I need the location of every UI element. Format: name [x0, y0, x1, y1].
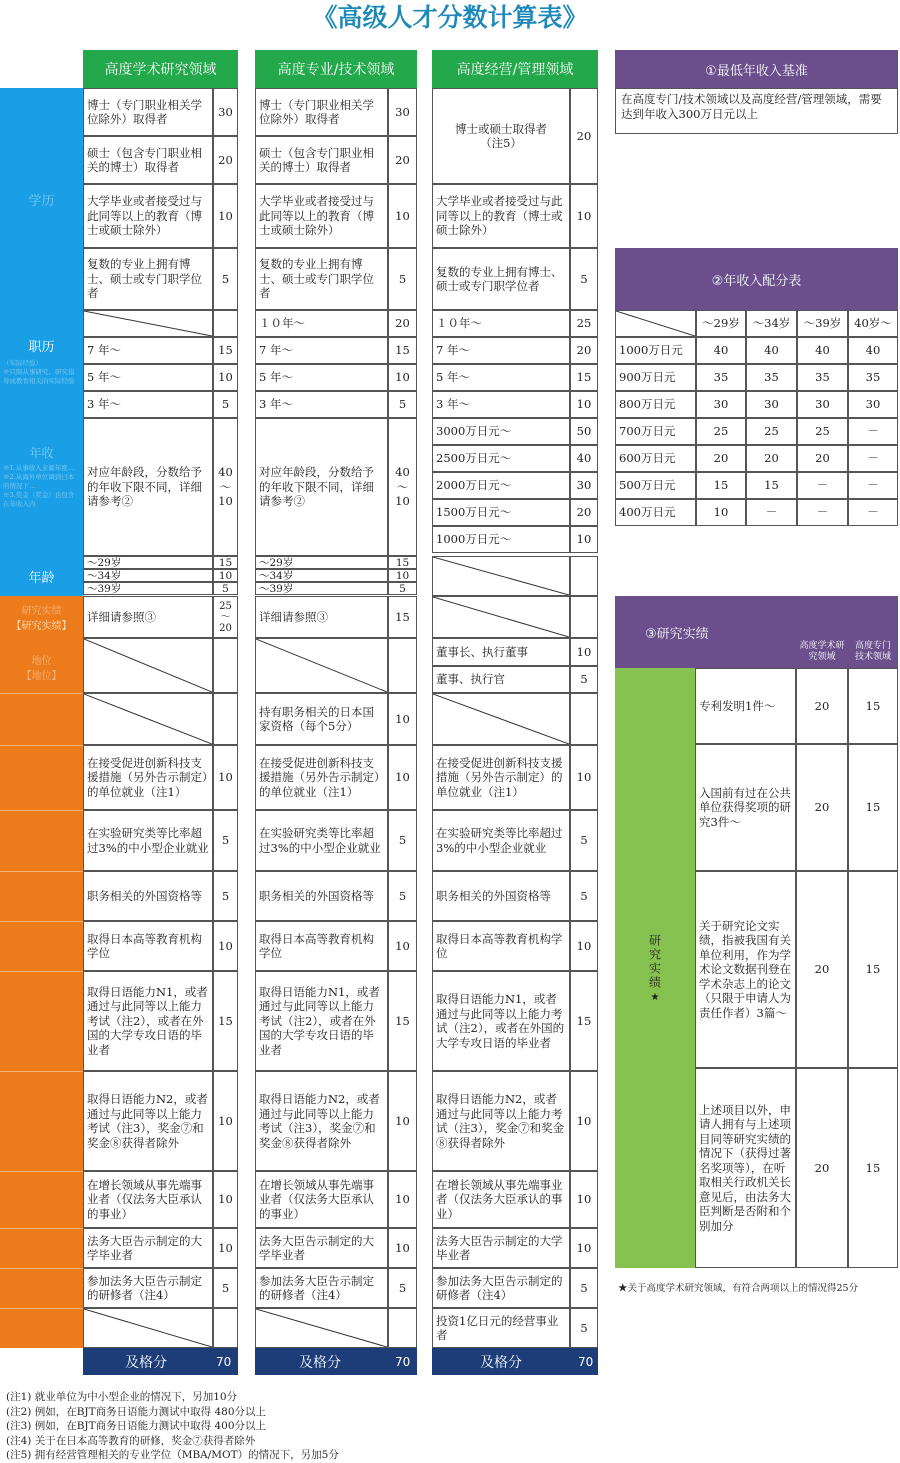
income-row-5-val-3: －: [848, 472, 898, 499]
c2-bonus-3-text: 取得日本高等教育机构学位: [255, 921, 388, 971]
col1-total-value: 70: [216, 1354, 232, 1369]
research-row-1-text: 入国前有过在公共单位获得奖项的研究3件～: [695, 744, 796, 871]
c2-bonus-1-points: 5: [388, 810, 417, 871]
note-2: (注2) 例如，在BJT商务日语能力测试中取得 480分以上: [6, 1405, 267, 1418]
c1-bonus-0-text: 在接受促进创新科技支援措施（另外告示制定）的单位就业（注1）: [83, 745, 213, 810]
c3-career-2-text: 5 年～: [432, 364, 570, 391]
c1-bonus-0-points: 10: [213, 745, 238, 810]
sidebar-income: [0, 418, 83, 556]
c3-income-1-points: 40: [570, 445, 598, 472]
c3-edu-2-points: 5: [570, 248, 598, 310]
c1-career-3-text: 3 年～: [83, 391, 213, 418]
c1-age-0-text: ～29岁: [83, 556, 213, 569]
c2-income-text: 对应年龄段，分数给予的年收下限不同，详细请参考②: [255, 418, 388, 556]
research-row-1-b: 15: [848, 744, 898, 871]
sidebar-age-label: 年龄: [28, 570, 55, 586]
col3-total-bar: [432, 1348, 598, 1375]
note-3: (注3) 例如，在BJT商务日语能力测试中取得 400分以上: [6, 1420, 267, 1432]
research-row-0-b: 15: [848, 668, 898, 744]
c1-age-0-points: 15: [213, 556, 238, 569]
c3-income-0-points: 50: [570, 418, 598, 445]
c1-invest-blank: [83, 1308, 213, 1348]
c3-position-0-text: 董事长、执行董事: [432, 638, 570, 666]
c2-bonus-6-points: 10: [388, 1171, 417, 1228]
c1-edu-2-text: 大学毕业或者接受过与此同等以上的教育（博士或硕士除外）: [83, 184, 213, 248]
c1-bonus-2-text: 职务相关的外国资格等: [83, 871, 213, 921]
c1-invest-blank-points: [213, 1308, 238, 1348]
c2-career-0-points: 20: [388, 310, 417, 337]
c2-bonus-0-points: 10: [388, 745, 417, 810]
income-row-3-val-0: 25: [696, 418, 746, 445]
income-row-6-val-0: 10: [696, 499, 746, 526]
c3-bonus-8-text: 参加法务大臣告示制定的研修者（注4）: [432, 1268, 570, 1308]
c2-edu-0-text: 博士（专门职业相关学位除外）取得者: [255, 88, 388, 136]
c2-age-0-points: 15: [388, 556, 417, 569]
income-table-corner: [615, 310, 696, 337]
col3-total-value: 70: [578, 1354, 594, 1369]
c2-edu-2-points: 10: [388, 184, 417, 248]
c2-income-points: 40 ～ 10: [388, 418, 417, 556]
income-row-3-val-1: 25: [746, 418, 797, 445]
c3-qual-blank: [432, 693, 570, 745]
c3-income-2-text: 2000万日元～: [432, 472, 570, 499]
c1-research-text: 详细请参照③: [83, 596, 213, 638]
research-row-3-text: 上述项目以外，申请人拥有与上述项目同等研究实绩的情况下（获得过著名奖项等），在听取相关行政机关长意见后，由法务大臣判断是否附和个别加分: [695, 1068, 796, 1268]
c1-bonus-5-points: 10: [213, 1071, 238, 1171]
research-col-b-head: 高度专门技术领域: [848, 596, 898, 668]
c3-bonus-0-points: 10: [570, 745, 598, 810]
c2-bonus-1-text: 在实验研究类等比率超过3%的中小型企业就业: [255, 810, 388, 871]
col3-header: 高度经营/管理领域: [432, 50, 598, 88]
research-table-header: [615, 596, 796, 668]
c1-bonus-8-points: 5: [213, 1268, 238, 1308]
c1-career-0-blank-points: [213, 310, 238, 337]
income-age-col-3: 40岁～: [848, 310, 898, 337]
min-income-header: ①最低年收入基准: [615, 50, 898, 88]
sidebar-position: [0, 638, 83, 693]
sidebar-bonus-divider: [0, 1268, 83, 1269]
c2-career-1-points: 15: [388, 337, 417, 364]
c1-edu-2-points: 10: [213, 184, 238, 248]
sidebar-position-sub: 【地位】: [21, 671, 62, 682]
c2-career-2-text: 5 年～: [255, 364, 388, 391]
c3-edu-1-text: 大学毕业或者接受过与此同等以上的教育（博士或硕士除外）: [432, 184, 570, 248]
sidebar-bonus-divider: [0, 871, 83, 872]
c1-bonus-4-text: 取得日语能力N1，或者通过与此同等以上能力考试（注2），或者在外国的大学专攻日语的毕业者: [83, 971, 213, 1071]
income-row-1-val-1: 35: [746, 364, 797, 391]
income-row-label-3: 700万日元: [615, 418, 696, 445]
note-5: (注5) 拥有经营管理相关的专业学位（MBA/MOT）的情况下，另加5分: [6, 1449, 339, 1461]
c1-edu-0-text: 博士（专门职业相关学位除外）取得者: [83, 88, 213, 136]
sidebar-education: [0, 88, 83, 310]
c1-career-2-text: 5 年～: [83, 364, 213, 391]
c1-edu-3-text: 复数的专业上拥有博士、硕士或专门职学位者: [83, 248, 213, 310]
c1-bonus-1-text: 在实验研究类等比率超过3%的中小型企业就业: [83, 810, 213, 871]
sidebar-research-sub: 【研究实绩】: [11, 621, 72, 632]
income-row-0-val-1: 40: [746, 337, 797, 364]
research-col-a-head: 高度学术研究领域: [796, 596, 848, 668]
income-row-6-val-3: －: [848, 499, 898, 526]
c3-career-0-points: 25: [570, 310, 598, 337]
c2-bonus-5-text: 取得日语能力N2，或者通过与此同等以上能力考试（注3），奖金⑦和奖金⑧获得者除外: [255, 1071, 388, 1171]
c2-bonus-3-points: 10: [388, 921, 417, 971]
c1-edu-1-text: 硕士（包含专门职业相关的博士）取得者: [83, 136, 213, 184]
c1-bonus-1-points: 5: [213, 810, 238, 871]
c1-bonus-8-text: 参加法务大臣告示制定的研修者（注4）: [83, 1268, 213, 1308]
sidebar-position-label: 地位: [31, 656, 52, 667]
sidebar-career-note: （实际经验） ※只限从事研究、研究指导或教育相关的实际经验: [3, 359, 75, 385]
c3-career-1-text: 7 年～: [432, 337, 570, 364]
c3-income-0-text: 3000万日元～: [432, 418, 570, 445]
c1-bonus-5-text: 取得日语能力N2，或者通过与此同等以上能力考试（注3），奖金⑦和奖金⑧获得者除外: [83, 1071, 213, 1171]
c3-position-1-points: 5: [570, 666, 598, 693]
sidebar-income-label: 年收: [29, 446, 54, 460]
c2-edu-3-points: 5: [388, 248, 417, 310]
c2-position-blank-points: [388, 638, 417, 693]
c1-edu-0-points: 30: [213, 88, 238, 136]
c1-edu-3-points: 5: [213, 248, 238, 310]
c2-age-1-text: ～34岁: [255, 569, 388, 582]
research-row-2-a: 20: [796, 871, 848, 1068]
c3-edu-1-points: 10: [570, 184, 598, 248]
c3-bonus-6-text: 在增长领域从事先端事业者（仅法务大臣承认的事业）: [432, 1171, 570, 1228]
c3-bonus-0-text: 在接受促进创新科技支援措施（另外告示制定）的单位就业（注1）: [432, 745, 570, 810]
sidebar-bonus-divider: [0, 1171, 83, 1172]
c2-age-0-text: ～29岁: [255, 556, 388, 569]
c2-bonus-0-text: 在接受促进创新科技支援措施（另外告示制定）的单位就业（注1）: [255, 745, 388, 810]
income-row-0-val-2: 40: [797, 337, 848, 364]
income-row-6-val-1: －: [746, 499, 797, 526]
col2-total-bar: [255, 1348, 417, 1375]
c2-career-1-text: 7 年～: [255, 337, 388, 364]
note-1: (注1) 就业单位为中小型企业的情况下，另加10分: [6, 1391, 238, 1403]
income-row-2-val-3: 30: [848, 391, 898, 418]
c3-position-0-points: 10: [570, 638, 598, 666]
sidebar-bonus-divider: [0, 745, 83, 746]
c2-edu-1-points: 20: [388, 136, 417, 184]
sidebar-bonus-divider: [0, 810, 83, 811]
sidebar-bonus-divider: [0, 1228, 83, 1229]
c2-bonus-2-text: 职务相关的外国资格等: [255, 871, 388, 921]
note-4: (注4) 关于在日本高等教育的研修，奖金⑦获得者除外: [6, 1434, 256, 1447]
c1-career-2-points: 10: [213, 364, 238, 391]
page-title: 《高级人才分数计算表》: [312, 3, 588, 32]
c1-career-3-points: 5: [213, 391, 238, 418]
c3-age-blank-points: [570, 556, 598, 596]
c3-invest-text: 投资1亿日元的经营事业者: [432, 1308, 570, 1348]
income-age-col-1: ～34岁: [746, 310, 797, 337]
c2-edu-1-text: 硕士（包含专门职业相关的博士）取得者: [255, 136, 388, 184]
income-row-5-val-2: －: [797, 472, 848, 499]
income-row-2-val-0: 30: [696, 391, 746, 418]
research-row-3-b: 15: [848, 1068, 898, 1268]
c2-bonus-2-points: 5: [388, 871, 417, 921]
c1-bonus-2-points: 5: [213, 871, 238, 921]
min-income-text: 在高度专门/技术领域以及高度经营/管理领域，需要达到年收入300万日元以上: [615, 88, 898, 134]
c3-edu-2-text: 复数的专业上拥有博士、硕士或专门职学位者: [432, 248, 570, 310]
sidebar-bonus-divider: [0, 693, 83, 694]
c1-income-text: 对应年龄段，分数给予的年收下限不同，详细请参考②: [83, 418, 213, 556]
c3-career-0-text: １０年～: [432, 310, 570, 337]
c3-research-blank: [432, 596, 570, 638]
c2-bonus-4-points: 15: [388, 971, 417, 1071]
c3-bonus-3-text: 取得日本高等教育机构学位: [432, 921, 570, 971]
c1-bonus-3-text: 取得日本高等教育机构学位: [83, 921, 213, 971]
sidebar-bonus-divider: [0, 921, 83, 922]
c1-career-1-text: 7 年～: [83, 337, 213, 364]
c1-position-blank: [83, 638, 213, 693]
income-row-label-6: 400万日元: [615, 499, 696, 526]
c1-qual-blank: [83, 693, 213, 745]
c2-bonus-5-points: 10: [388, 1071, 417, 1171]
income-row-3-val-2: 25: [797, 418, 848, 445]
research-side-text: 研究实绩: [647, 933, 662, 990]
c1-research-points: 25 ～ 20: [213, 596, 238, 638]
sidebar-bonus-divider: [0, 1071, 83, 1072]
c2-research-text: 详细请参照③: [255, 596, 388, 638]
c1-bonus-7-text: 法务大臣告示制定的大学毕业者: [83, 1228, 213, 1268]
c3-research-blank-points: [570, 596, 598, 638]
research-footnote: ★关于高度学术研究领域，有符合两项以上的情况得25分: [618, 1283, 859, 1294]
research-table-title: ③研究实绩: [645, 626, 709, 642]
c1-income-points: 40 ～ 10: [213, 418, 238, 556]
income-row-1-val-2: 35: [797, 364, 848, 391]
income-age-col-0: ～29岁: [696, 310, 746, 337]
c3-bonus-1-text: 在实验研究类等比率超过3%的中小型企业就业: [432, 810, 570, 871]
income-row-label-5: 500万日元: [615, 472, 696, 499]
c3-invest-points: 5: [570, 1308, 598, 1348]
sidebar-bonus-divider: [0, 971, 83, 972]
income-row-0-val-3: 40: [848, 337, 898, 364]
c1-bonus-7-points: 10: [213, 1228, 238, 1268]
sidebar-bonus: [0, 693, 83, 1348]
c3-bonus-6-points: 10: [570, 1171, 598, 1228]
c2-qual-text: 持有职务相关的日本国家资格（每个5分）: [255, 693, 388, 745]
income-row-label-0: 1000万日元: [615, 337, 696, 364]
c3-bonus-5-points: 10: [570, 1071, 598, 1171]
c1-bonus-4-points: 15: [213, 971, 238, 1071]
c3-bonus-2-text: 职务相关的外国资格等: [432, 871, 570, 921]
income-age-col-2: ～39岁: [797, 310, 848, 337]
c3-edu-0-text: 博士或硕士取得者 （注5）: [432, 88, 570, 184]
sidebar-education-label: 学历: [28, 193, 55, 209]
income-row-label-2: 800万日元: [615, 391, 696, 418]
c3-bonus-4-points: 15: [570, 971, 598, 1071]
c1-edu-1-points: 20: [213, 136, 238, 184]
income-row-5-val-0: 15: [696, 472, 746, 499]
c2-bonus-8-text: 参加法务大臣告示制定的研修者（注4）: [255, 1268, 388, 1308]
income-row-4-val-0: 20: [696, 445, 746, 472]
c3-age-blank: [432, 556, 570, 596]
col2-total-label: 及格分: [299, 1354, 341, 1371]
c2-bonus-4-text: 取得日语能力N1，或者通过与此同等以上能力考试（注2），或者在外国的大学专攻日语的毕业者: [255, 971, 388, 1071]
income-row-6-val-2: －: [797, 499, 848, 526]
c3-bonus-7-points: 10: [570, 1228, 598, 1268]
c2-position-blank: [255, 638, 388, 693]
c2-bonus-7-text: 法务大臣告示制定的大学毕业者: [255, 1228, 388, 1268]
col2-header: 高度专业/技术领域: [255, 50, 417, 88]
c3-qual-blank-points: [570, 693, 598, 745]
c3-bonus-3-points: 10: [570, 921, 598, 971]
c3-bonus-5-text: 取得日语能力N2，或者通过与此同等以上能力考试（注3），奖金⑦和奖金⑧获得者除外: [432, 1071, 570, 1171]
col3-total-label: 及格分: [480, 1354, 522, 1371]
income-row-1-val-3: 35: [848, 364, 898, 391]
c2-research-points: 15: [388, 596, 417, 638]
c1-career-1-points: 15: [213, 337, 238, 364]
col1-header: 高度学术研究领域: [83, 50, 238, 88]
c3-bonus-7-text: 法务大臣告示制定的大学毕业者: [432, 1228, 570, 1268]
sidebar-income-note: ※1.从事收入来源年度… ※2.从海外单位调到日本的情况下… ※3.奖金（奖金）也包含在年收入内: [3, 464, 75, 508]
research-side-label: [615, 668, 695, 1268]
c2-career-3-text: 3 年～: [255, 391, 388, 418]
c3-bonus-1-points: 5: [570, 810, 598, 871]
income-row-4-val-2: 20: [797, 445, 848, 472]
sidebar-career-label: 职历: [28, 340, 55, 355]
income-row-5-val-1: 15: [746, 472, 797, 499]
research-row-1-a: 20: [796, 744, 848, 871]
c3-income-3-points: 20: [570, 499, 598, 526]
c1-qual-blank-points: [213, 693, 238, 745]
income-row-0-val-0: 40: [696, 337, 746, 364]
c2-bonus-8-points: 5: [388, 1268, 417, 1308]
c3-career-2-points: 15: [570, 364, 598, 391]
sidebar-research: [0, 596, 83, 638]
c1-age-1-points: 10: [213, 569, 238, 582]
research-side-star: ★: [650, 991, 660, 1003]
c3-income-2-points: 30: [570, 472, 598, 499]
c3-income-4-text: 1000万日元～: [432, 526, 570, 553]
c2-age-2-points: 5: [388, 582, 417, 595]
c1-bonus-3-points: 10: [213, 921, 238, 971]
c3-bonus-8-points: 5: [570, 1268, 598, 1308]
c3-edu-0-points: 20: [570, 88, 598, 184]
c2-age-2-text: ～39岁: [255, 582, 388, 595]
c2-edu-0-points: 30: [388, 88, 417, 136]
sidebar-bonus-divider: [0, 1308, 83, 1309]
income-row-label-4: 600万日元: [615, 445, 696, 472]
c2-edu-2-text: 大学毕业或者接受过与此同等以上的教育（博士或硕士除外）: [255, 184, 388, 248]
c2-career-0-text: １０年～: [255, 310, 388, 337]
col1-total-label: 及格分: [125, 1354, 167, 1371]
income-row-label-1: 900万日元: [615, 364, 696, 391]
research-row-0-text: 专利发明1件～: [695, 668, 796, 744]
c2-invest-blank: [255, 1308, 388, 1348]
research-row-3-a: 20: [796, 1068, 848, 1268]
c1-age-2-points: 5: [213, 582, 238, 595]
c3-income-1-text: 2500万日元～: [432, 445, 570, 472]
income-row-3-val-3: －: [848, 418, 898, 445]
income-row-4-val-3: －: [848, 445, 898, 472]
c3-position-1-text: 董事、执行官: [432, 666, 570, 693]
c3-income-3-text: 1500万日元～: [432, 499, 570, 526]
c1-position-blank-points: [213, 638, 238, 693]
c1-bonus-6-points: 10: [213, 1171, 238, 1228]
col2-total-value: 70: [395, 1354, 411, 1369]
research-row-2-b: 15: [848, 871, 898, 1068]
sidebar-career: [0, 310, 83, 418]
c3-career-3-text: 3 年～: [432, 391, 570, 418]
c2-qual-points: 10: [388, 693, 417, 745]
col1-total-bar: [83, 1348, 238, 1375]
c3-bonus-2-points: 5: [570, 871, 598, 921]
c3-income-4-points: 10: [570, 526, 598, 553]
sidebar-age: [0, 556, 83, 596]
research-row-2-text: 关于研究论文实绩，指被我国有关单位利用，作为学术论文数据刊登在学术杂志上的论文（只限于申请人为责任作者）3篇～: [695, 871, 796, 1068]
sidebar-research-label: 研究实绩: [21, 606, 62, 617]
c2-age-1-points: 10: [388, 569, 417, 582]
income-row-1-val-0: 35: [696, 364, 746, 391]
income-row-4-val-1: 20: [746, 445, 797, 472]
income-table-title: ②年收入配分表: [711, 273, 802, 289]
c1-bonus-6-text: 在增长领域从事先端事业者（仅法务大臣承认的事业）: [83, 1171, 213, 1228]
c1-age-1-text: ～34岁: [83, 569, 213, 582]
c2-edu-3-text: 复数的专业上拥有博士、硕士或专门职学位者: [255, 248, 388, 310]
c2-bonus-6-text: 在增长领域从事先端事业者（仅法务大臣承认的事业）: [255, 1171, 388, 1228]
research-row-0-a: 20: [796, 668, 848, 744]
income-row-2-val-1: 30: [746, 391, 797, 418]
c2-invest-blank-points: [388, 1308, 417, 1348]
c1-age-2-text: ～39岁: [83, 582, 213, 595]
c1-career-0-blank: [83, 310, 213, 337]
income-row-2-val-2: 30: [797, 391, 848, 418]
c3-career-3-points: 10: [570, 391, 598, 418]
c2-career-3-points: 5: [388, 391, 417, 418]
c3-bonus-4-text: 取得日语能力N1，或者通过与此同等以上能力考试（注2），或者在外国的大学专攻日语的毕业者: [432, 971, 570, 1071]
income-table-header: [615, 248, 898, 310]
c3-career-1-points: 20: [570, 337, 598, 364]
c2-bonus-7-points: 10: [388, 1228, 417, 1268]
c2-career-2-points: 10: [388, 364, 417, 391]
